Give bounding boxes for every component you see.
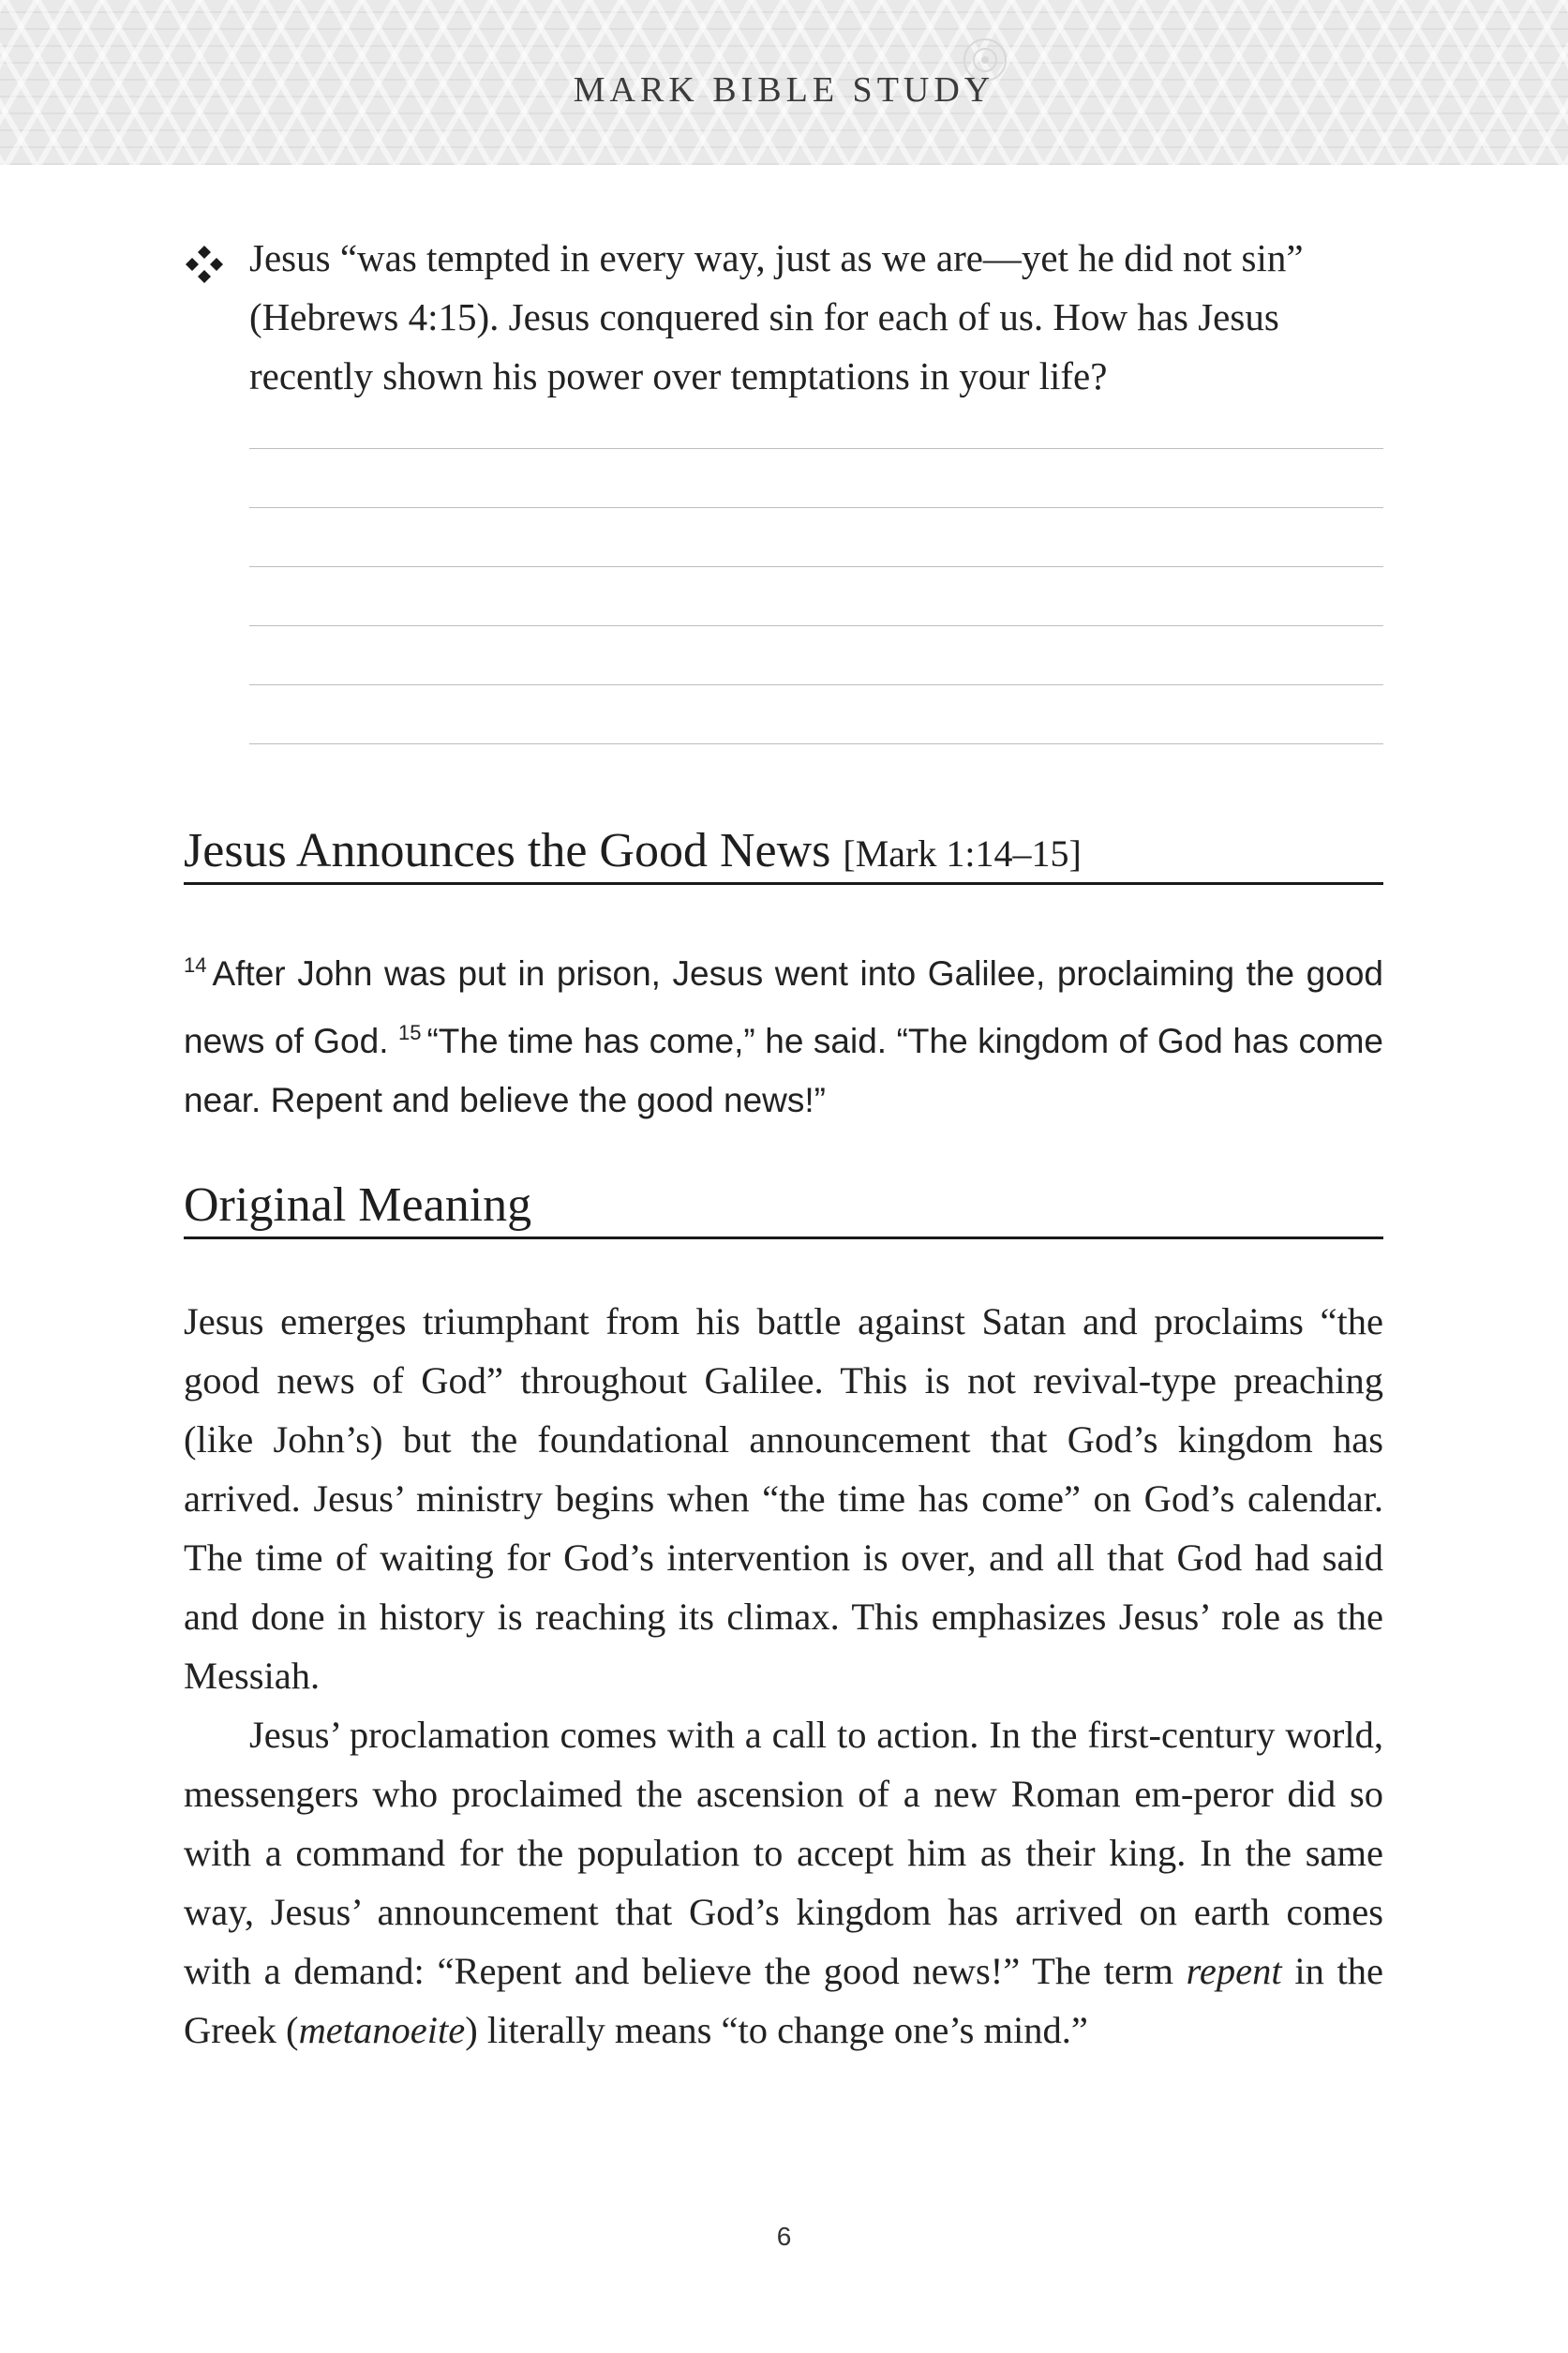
verse-text: “The time has come,” he said. “The kingdom of God has come near. Repent and believe the good news!”	[184, 1022, 1384, 1119]
answer-line[interactable]	[249, 448, 1383, 449]
four-diamond-bullet-icon	[184, 244, 225, 285]
answer-line[interactable]	[249, 566, 1383, 567]
section-heading-reference: [Mark 1:14–15]	[843, 832, 1082, 875]
verse-number: 15	[398, 1021, 422, 1044]
section-heading-good-news	[184, 823, 1383, 885]
answer-line[interactable]	[249, 684, 1383, 685]
reflection-question	[184, 229, 1383, 406]
section-heading-title: Original Meaning	[184, 1178, 532, 1232]
answer-line[interactable]	[249, 625, 1383, 626]
running-header-title: MARK BIBLE STUDY	[573, 70, 995, 110]
italic-term: repent	[1186, 1950, 1282, 1992]
page-number: 6	[776, 2222, 792, 2251]
italic-greek-term: metanoeite	[298, 2009, 466, 2051]
body-paragraph: Jesus emerges triumphant from his battle against Satan and proclaims “the good news of God” throughout Galilee. This is not revival-type preaching (like John’s) but the foundational announcement that God’s kingdom has arrived. Jesus’ ministry begins when “the time has come” on God’s calendar. The time of waiting for God’s intervention is over, and all that God had said and done in history is reaching its climax. This emphasizes Jesus’ role as the Messiah.	[184, 1300, 1383, 1697]
verse-number: 14	[184, 953, 207, 977]
answer-line[interactable]	[249, 743, 1383, 744]
section-heading-title: Jesus Announces the Good News	[184, 824, 831, 877]
answer-line[interactable]	[249, 507, 1383, 508]
scripture-passage	[184, 936, 1383, 1130]
question-text: Jesus “was tempted in every way, just as we are—yet he did not sin” (Hebrews 4:15). Jesus conquered sin for each of us. How has Jesus recently shown his power over temptations in your life?	[249, 236, 1304, 397]
header-band	[0, 0, 1568, 165]
verse-text: After John was put in prison, Jesus went into Galilee, proclaiming the good news of God.	[184, 954, 1383, 1060]
body-paragraph	[184, 1705, 1383, 2060]
body-text-run: ) literally means “to change one’s mind.”	[465, 2009, 1088, 2051]
body-text-run: in the Greek (	[184, 1950, 1383, 2051]
commentary-body	[184, 1292, 1383, 2060]
answer-lines[interactable]	[249, 448, 1383, 802]
body-text-run: Jesus’ proclamation comes with a call to action. In the first-century world, messengers who proclaimed the ascension of a new Roman em-peror did so with a command for the population to accept him as their king. In the same way, Jesus’ announcement that God’s kingdom has arrived on earth comes with a demand: “Repent and believe the good news!” The term	[184, 1714, 1383, 1992]
section-heading-original-meaning	[184, 1177, 1383, 1239]
